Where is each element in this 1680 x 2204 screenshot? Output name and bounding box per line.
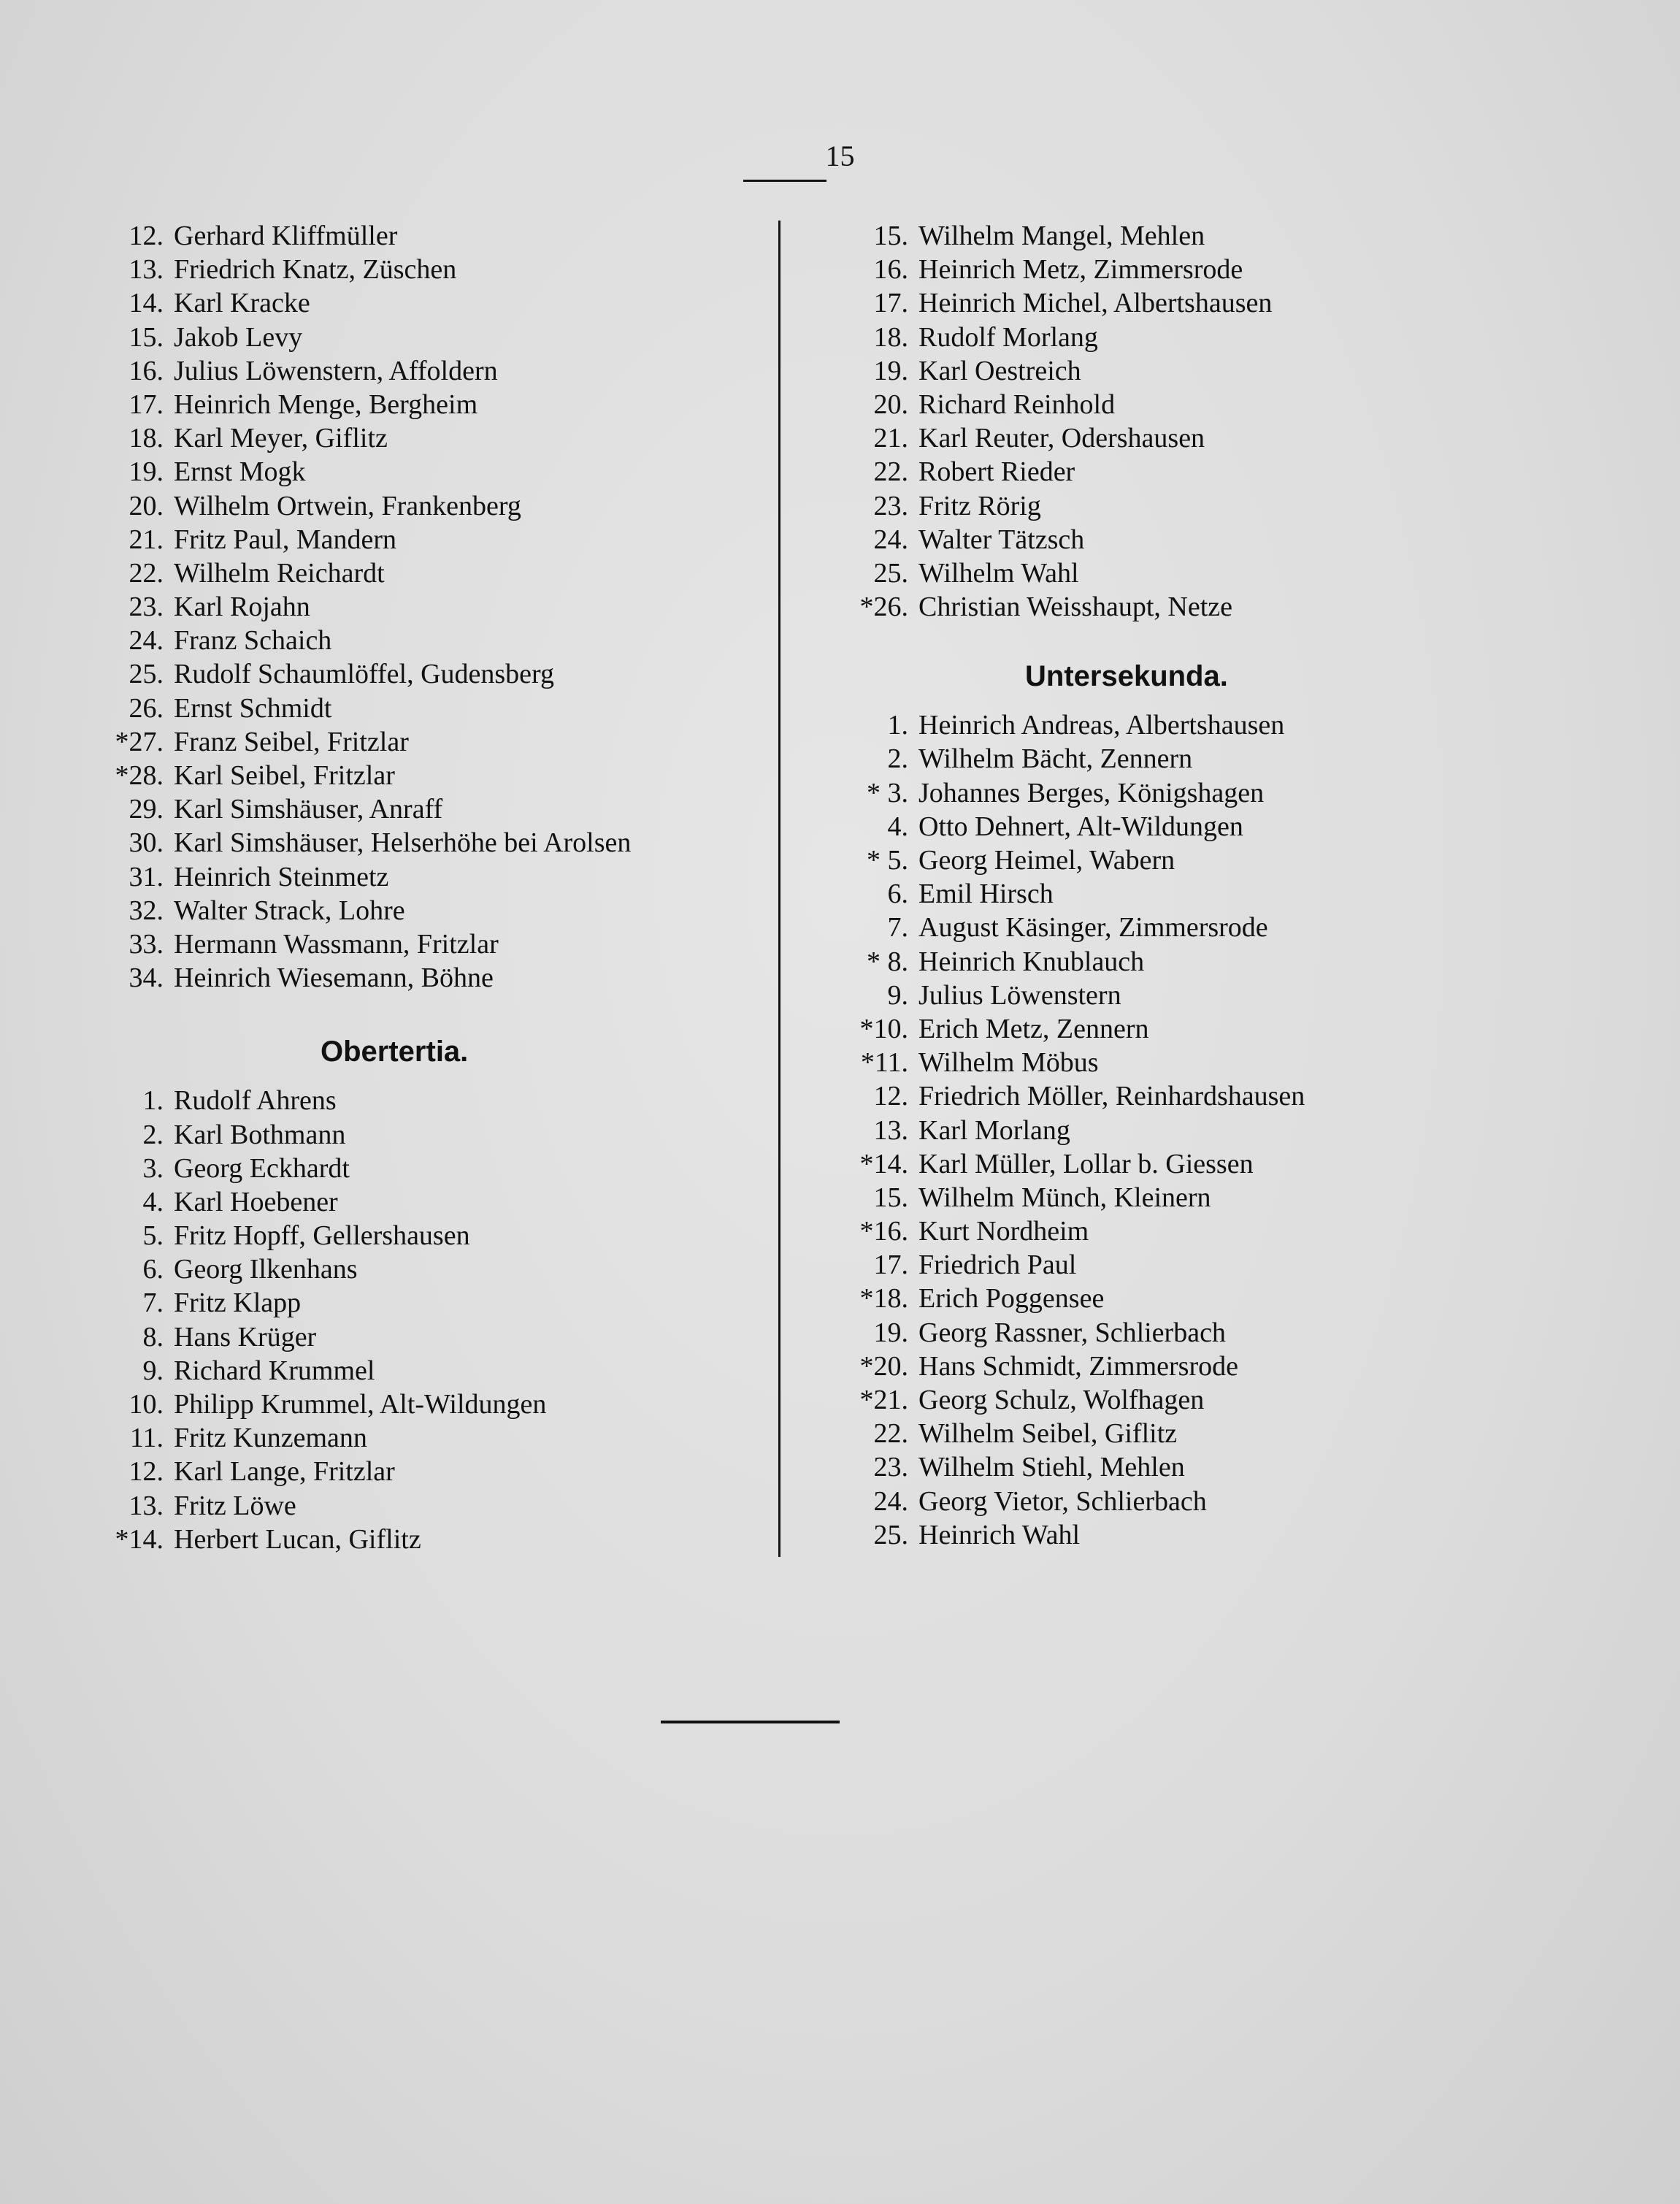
list-item xyxy=(76,1286,770,1320)
list-item-name: Karl Meyer, Giflitz xyxy=(174,423,388,454)
list-item-name: Hermann Wassmann, Fritzlar xyxy=(174,928,499,960)
list-item-number: 31. xyxy=(129,861,164,892)
list-item xyxy=(76,455,770,489)
list-item xyxy=(76,1118,770,1152)
list-item xyxy=(821,1248,1565,1282)
list-item-name: Christian Weisshaupt, Netze xyxy=(918,592,1232,623)
list-item-name: Rudolf Schaumlöffel, Gudensberg xyxy=(174,659,555,690)
list-item-number: 1. xyxy=(142,1085,164,1117)
list-item-number: 2. xyxy=(142,1119,164,1150)
list-item-name: Emil Hirsch xyxy=(918,879,1054,910)
list-item xyxy=(821,1046,1565,1079)
list-item-name: Kurt Nordheim xyxy=(918,1216,1089,1247)
list-item xyxy=(821,979,1565,1012)
right-column xyxy=(821,219,1565,1552)
list-item-name: Walter Tätzsch xyxy=(918,524,1085,555)
list-item xyxy=(76,1455,770,1488)
list-item-name: Hans Schmidt, Zimmersrode xyxy=(918,1350,1238,1382)
list-item-name: Karl Hoebener xyxy=(174,1186,338,1217)
list-item-number: 33. xyxy=(129,928,164,960)
list-item-number: 9. xyxy=(142,1355,164,1386)
list-item xyxy=(76,759,770,792)
section-heading-untersekunda: Untersekunda. xyxy=(1025,660,1228,693)
list-item xyxy=(821,1316,1565,1350)
list-item-name: Hans Krüger xyxy=(174,1321,317,1352)
obertertia-list xyxy=(76,1084,770,1556)
list-item-name: Heinrich Metz, Zimmersrode xyxy=(918,254,1243,286)
list-item xyxy=(821,253,1565,286)
list-item-name: Robert Rieder xyxy=(918,456,1075,488)
list-item-number: 22. xyxy=(129,557,164,589)
list-item-number: 17. xyxy=(873,1250,908,1281)
list-item-name: Fritz Rörig xyxy=(918,490,1041,521)
list-item-number: 19. xyxy=(873,355,908,386)
list-item-number: *16. xyxy=(859,1216,908,1247)
list-item-number: 22. xyxy=(873,456,908,488)
list-item-number: 2. xyxy=(887,743,908,775)
list-item-name: Wilhelm Möbus xyxy=(918,1047,1099,1079)
list-item xyxy=(76,286,770,320)
list-item-name: Wilhelm Mangel, Mehlen xyxy=(918,221,1205,251)
list-item-number: 7. xyxy=(887,912,908,944)
list-item-number: 12. xyxy=(129,221,164,251)
list-item-number: 17. xyxy=(129,389,164,420)
list-item xyxy=(76,1152,770,1185)
list-item-name: Heinrich Wiesemann, Böhne xyxy=(174,963,494,994)
list-item xyxy=(76,657,770,691)
list-item-number: *11. xyxy=(860,1047,908,1079)
list-item xyxy=(76,354,770,388)
list-item xyxy=(76,523,770,556)
list-item-number: 24. xyxy=(873,1485,908,1517)
list-item xyxy=(821,877,1565,911)
list-item-number: 13. xyxy=(129,254,164,286)
list-item-name: Wilhelm Münch, Kleinern xyxy=(918,1182,1211,1213)
page-number: 15 xyxy=(825,139,855,172)
list-item xyxy=(821,776,1565,810)
list-item-name: Karl Simshäuser, Helserhöhe bei Arolsen xyxy=(174,827,632,859)
list-item xyxy=(821,1450,1565,1484)
list-item-number: 24. xyxy=(129,625,164,657)
list-item-name: Wilhelm Stiehl, Mehlen xyxy=(918,1452,1185,1483)
list-item-number: 25. xyxy=(129,659,164,690)
list-item xyxy=(821,388,1565,421)
list-item xyxy=(76,421,770,455)
list-item-name: August Käsinger, Zimmersrode xyxy=(918,912,1268,944)
list-item xyxy=(76,961,770,995)
list-item-name: Rudolf Morlang xyxy=(918,321,1098,353)
list-item-name: Karl Bothmann xyxy=(174,1119,346,1150)
list-item-name: Erich Metz, Zennern xyxy=(918,1013,1149,1044)
list-item-number: 21. xyxy=(129,524,164,555)
list-item xyxy=(76,725,770,759)
list-item-number: 9. xyxy=(887,979,908,1011)
list-item-number: *21. xyxy=(859,1385,908,1415)
list-item xyxy=(76,1320,770,1354)
list-item xyxy=(821,590,1565,624)
untersekunda-list xyxy=(821,708,1565,1552)
list-item xyxy=(76,894,770,927)
list-item xyxy=(821,911,1565,944)
list-item xyxy=(76,590,770,624)
list-item-number: 14. xyxy=(129,288,164,319)
list-item-name: Otto Dehnert, Alt-Wildungen xyxy=(918,811,1243,842)
list-item xyxy=(76,556,770,590)
list-item xyxy=(821,1417,1565,1450)
list-item xyxy=(76,826,770,860)
list-item-number: 18. xyxy=(129,423,164,454)
list-item-name: Herbert Lucan, Giflitz xyxy=(174,1523,421,1555)
list-item xyxy=(821,843,1565,877)
list-item-number: 25. xyxy=(873,557,908,589)
list-item-number: * 3. xyxy=(867,777,908,808)
list-item xyxy=(821,321,1565,354)
list-item xyxy=(821,523,1565,556)
list-item-number: 29. xyxy=(129,794,164,825)
list-item xyxy=(76,1388,770,1421)
list-item-name: Friedrich Möller, Reinhardshausen xyxy=(918,1081,1305,1112)
list-item-number: 12. xyxy=(129,1456,164,1488)
list-item-name: Richard Krummel xyxy=(174,1355,375,1386)
list-item-number: 16. xyxy=(873,254,908,286)
list-item-number: 13. xyxy=(129,1490,164,1521)
list-item-number: *27. xyxy=(115,726,164,757)
list-item-number: 5. xyxy=(142,1220,164,1252)
list-item xyxy=(76,1219,770,1252)
list-item xyxy=(76,1354,770,1388)
list-item-number: 22. xyxy=(873,1418,908,1450)
list-item xyxy=(821,421,1565,455)
list-item-number: 6. xyxy=(887,879,908,910)
list-item xyxy=(76,1084,770,1117)
list-item-number: 12. xyxy=(873,1081,908,1112)
list-item-number: 21. xyxy=(873,423,908,454)
list-item xyxy=(76,1252,770,1286)
list-item-name: Georg Heimel, Wabern xyxy=(918,845,1175,876)
list-item xyxy=(76,1421,770,1455)
section-heading-obertertia: Obertertia. xyxy=(321,1036,469,1068)
list-item-name: Heinrich Menge, Bergheim xyxy=(174,389,478,420)
list-item-number: 8. xyxy=(142,1321,164,1352)
list-item-number: 4. xyxy=(887,811,908,842)
list-item-number: *28. xyxy=(115,760,164,791)
list-item-name: Wilhelm Wahl xyxy=(918,557,1079,589)
list-item-number: 20. xyxy=(873,389,908,420)
list-item-number: 6. xyxy=(142,1254,164,1285)
list-item-name: Friedrich Paul xyxy=(918,1250,1077,1281)
list-item-number: *14. xyxy=(859,1148,908,1179)
list-item-number: 4. xyxy=(142,1186,164,1217)
list-item-name: Wilhelm Seibel, Giflitz xyxy=(918,1418,1178,1450)
left-list-continued xyxy=(76,219,770,995)
list-item-number: 18. xyxy=(873,321,908,353)
list-item xyxy=(76,388,770,421)
list-item-number: *26. xyxy=(859,592,908,623)
list-item-number: 19. xyxy=(873,1317,908,1348)
list-item-name: Karl Reuter, Odershausen xyxy=(918,423,1205,454)
list-item-name: Wilhelm Reichardt xyxy=(174,557,385,589)
list-item xyxy=(76,489,770,523)
list-item-name: Ernst Mogk xyxy=(174,456,306,488)
list-item xyxy=(821,219,1565,253)
list-item-number: 20. xyxy=(129,490,164,521)
list-item-name: Julius Löwenstern xyxy=(918,979,1121,1011)
list-item-number: 34. xyxy=(129,963,164,994)
list-item-number: 19. xyxy=(129,456,164,488)
list-item-name: Erich Poggensee xyxy=(918,1283,1105,1315)
list-item-number: 23. xyxy=(129,592,164,623)
list-item-name: Gerhard Kliffmüller xyxy=(174,221,398,251)
list-item xyxy=(821,455,1565,489)
list-item-number: 24. xyxy=(873,524,908,555)
list-item-name: Ernst Schmidt xyxy=(174,692,332,724)
list-item xyxy=(821,1518,1565,1552)
list-item-name: Friedrich Knatz, Züschen xyxy=(174,254,457,286)
list-item-name: Karl Seibel, Fritzlar xyxy=(174,760,395,791)
list-item-name: Karl Kracke xyxy=(174,288,310,319)
list-item-number: 23. xyxy=(873,1452,908,1483)
list-item-name: Georg Schulz, Wolfhagen xyxy=(918,1385,1205,1415)
list-item-number: 10. xyxy=(129,1389,164,1420)
list-item-number: * 8. xyxy=(867,946,908,977)
list-item-name: Karl Simshäuser, Anraff xyxy=(174,794,443,825)
list-item xyxy=(76,253,770,286)
list-item-name: Franz Seibel, Fritzlar xyxy=(174,726,409,757)
list-item-number: 15. xyxy=(873,221,908,251)
list-item xyxy=(821,742,1565,776)
list-item xyxy=(76,1523,770,1556)
list-item xyxy=(821,708,1565,742)
list-item xyxy=(821,1214,1565,1248)
list-item-name: Heinrich Steinmetz xyxy=(174,861,389,892)
list-item xyxy=(821,1147,1565,1181)
list-item xyxy=(821,810,1565,843)
list-item-name: Karl Rojahn xyxy=(174,592,310,623)
list-item xyxy=(821,1079,1565,1113)
list-item-number: *18. xyxy=(859,1283,908,1315)
list-item xyxy=(821,1114,1565,1147)
list-item-number: 30. xyxy=(129,827,164,859)
list-item-number: 7. xyxy=(142,1287,164,1319)
list-item xyxy=(76,792,770,826)
list-item-name: Rudolf Ahrens xyxy=(174,1085,337,1117)
page-number-underline xyxy=(743,180,826,182)
section-end-rule xyxy=(661,1721,840,1723)
list-item-number: 25. xyxy=(873,1519,908,1550)
list-item-number: 11. xyxy=(129,1423,164,1454)
list-item xyxy=(821,489,1565,523)
list-item-number: 23. xyxy=(873,490,908,521)
list-item-number: 16. xyxy=(129,355,164,386)
list-item xyxy=(821,1181,1565,1214)
list-item xyxy=(821,286,1565,320)
list-item xyxy=(821,945,1565,979)
list-item-name: Karl Lange, Fritzlar xyxy=(174,1456,395,1488)
list-item-name: Julius Löwenstern, Affoldern xyxy=(174,355,498,386)
list-item-number: 3. xyxy=(142,1152,164,1184)
list-item-name: Johannes Berges, Königshagen xyxy=(918,777,1265,808)
list-item xyxy=(76,1489,770,1523)
list-item-number: 1. xyxy=(887,710,908,741)
list-item-name: Heinrich Michel, Albertshausen xyxy=(918,288,1273,319)
list-item xyxy=(76,624,770,657)
list-item xyxy=(76,692,770,725)
list-item-number: 17. xyxy=(873,288,908,319)
list-item-name: Heinrich Wahl xyxy=(918,1519,1081,1550)
list-item-name: Karl Morlang xyxy=(918,1114,1070,1146)
list-item-name: Fritz Hopff, Gellershausen xyxy=(174,1220,470,1252)
list-item-number: 26. xyxy=(129,692,164,724)
list-item-name: Wilhelm Ortwein, Frankenberg xyxy=(174,490,521,521)
list-item-number: *20. xyxy=(859,1350,908,1382)
list-item xyxy=(821,354,1565,388)
list-item-name: Karl Oestreich xyxy=(918,355,1081,386)
list-item-number: *10. xyxy=(859,1013,908,1044)
list-item xyxy=(76,927,770,961)
list-item-name: Fritz Kunzemann xyxy=(174,1423,367,1454)
list-item-name: Fritz Paul, Mandern xyxy=(174,524,397,555)
list-item xyxy=(76,321,770,354)
list-item-name: Karl Müller, Lollar b. Giessen xyxy=(918,1148,1254,1179)
list-item xyxy=(76,1185,770,1219)
column-divider xyxy=(778,221,780,1557)
list-item xyxy=(821,1282,1565,1315)
list-item-number: 13. xyxy=(873,1114,908,1146)
list-item-number: * 5. xyxy=(867,845,908,876)
list-item-name: Franz Schaich xyxy=(174,625,332,657)
list-item-number: *14. xyxy=(115,1523,164,1555)
list-item-name: Heinrich Knublauch xyxy=(918,946,1145,977)
list-item-name: Georg Vietor, Schlierbach xyxy=(918,1485,1207,1517)
list-item xyxy=(76,219,770,253)
list-item xyxy=(821,1012,1565,1046)
right-list-continued xyxy=(821,219,1565,624)
list-item-name: Georg Ilkenhans xyxy=(174,1254,358,1285)
left-column xyxy=(76,219,770,1556)
list-item xyxy=(821,556,1565,590)
list-item-number: 15. xyxy=(129,321,164,353)
list-item-name: Jakob Levy xyxy=(174,321,303,353)
list-item-name: Walter Strack, Lohre xyxy=(174,895,405,926)
list-item-number: 32. xyxy=(129,895,164,926)
list-item xyxy=(821,1485,1565,1518)
list-item-name: Philipp Krummel, Alt-Wildungen xyxy=(174,1389,547,1420)
list-item-name: Heinrich Andreas, Albertshausen xyxy=(918,710,1285,741)
list-item-name: Georg Rassner, Schlierbach xyxy=(918,1317,1226,1348)
list-item xyxy=(76,860,770,894)
list-item-name: Richard Reinhold xyxy=(918,389,1116,420)
list-item xyxy=(821,1383,1565,1417)
list-item-name: Georg Eckhardt xyxy=(174,1152,350,1184)
list-item-name: Fritz Löwe xyxy=(174,1490,296,1521)
list-item-name: Fritz Klapp xyxy=(174,1287,302,1319)
list-item-number: 15. xyxy=(873,1182,908,1213)
list-item xyxy=(821,1350,1565,1383)
list-item-name: Wilhelm Bächt, Zennern xyxy=(918,743,1193,775)
